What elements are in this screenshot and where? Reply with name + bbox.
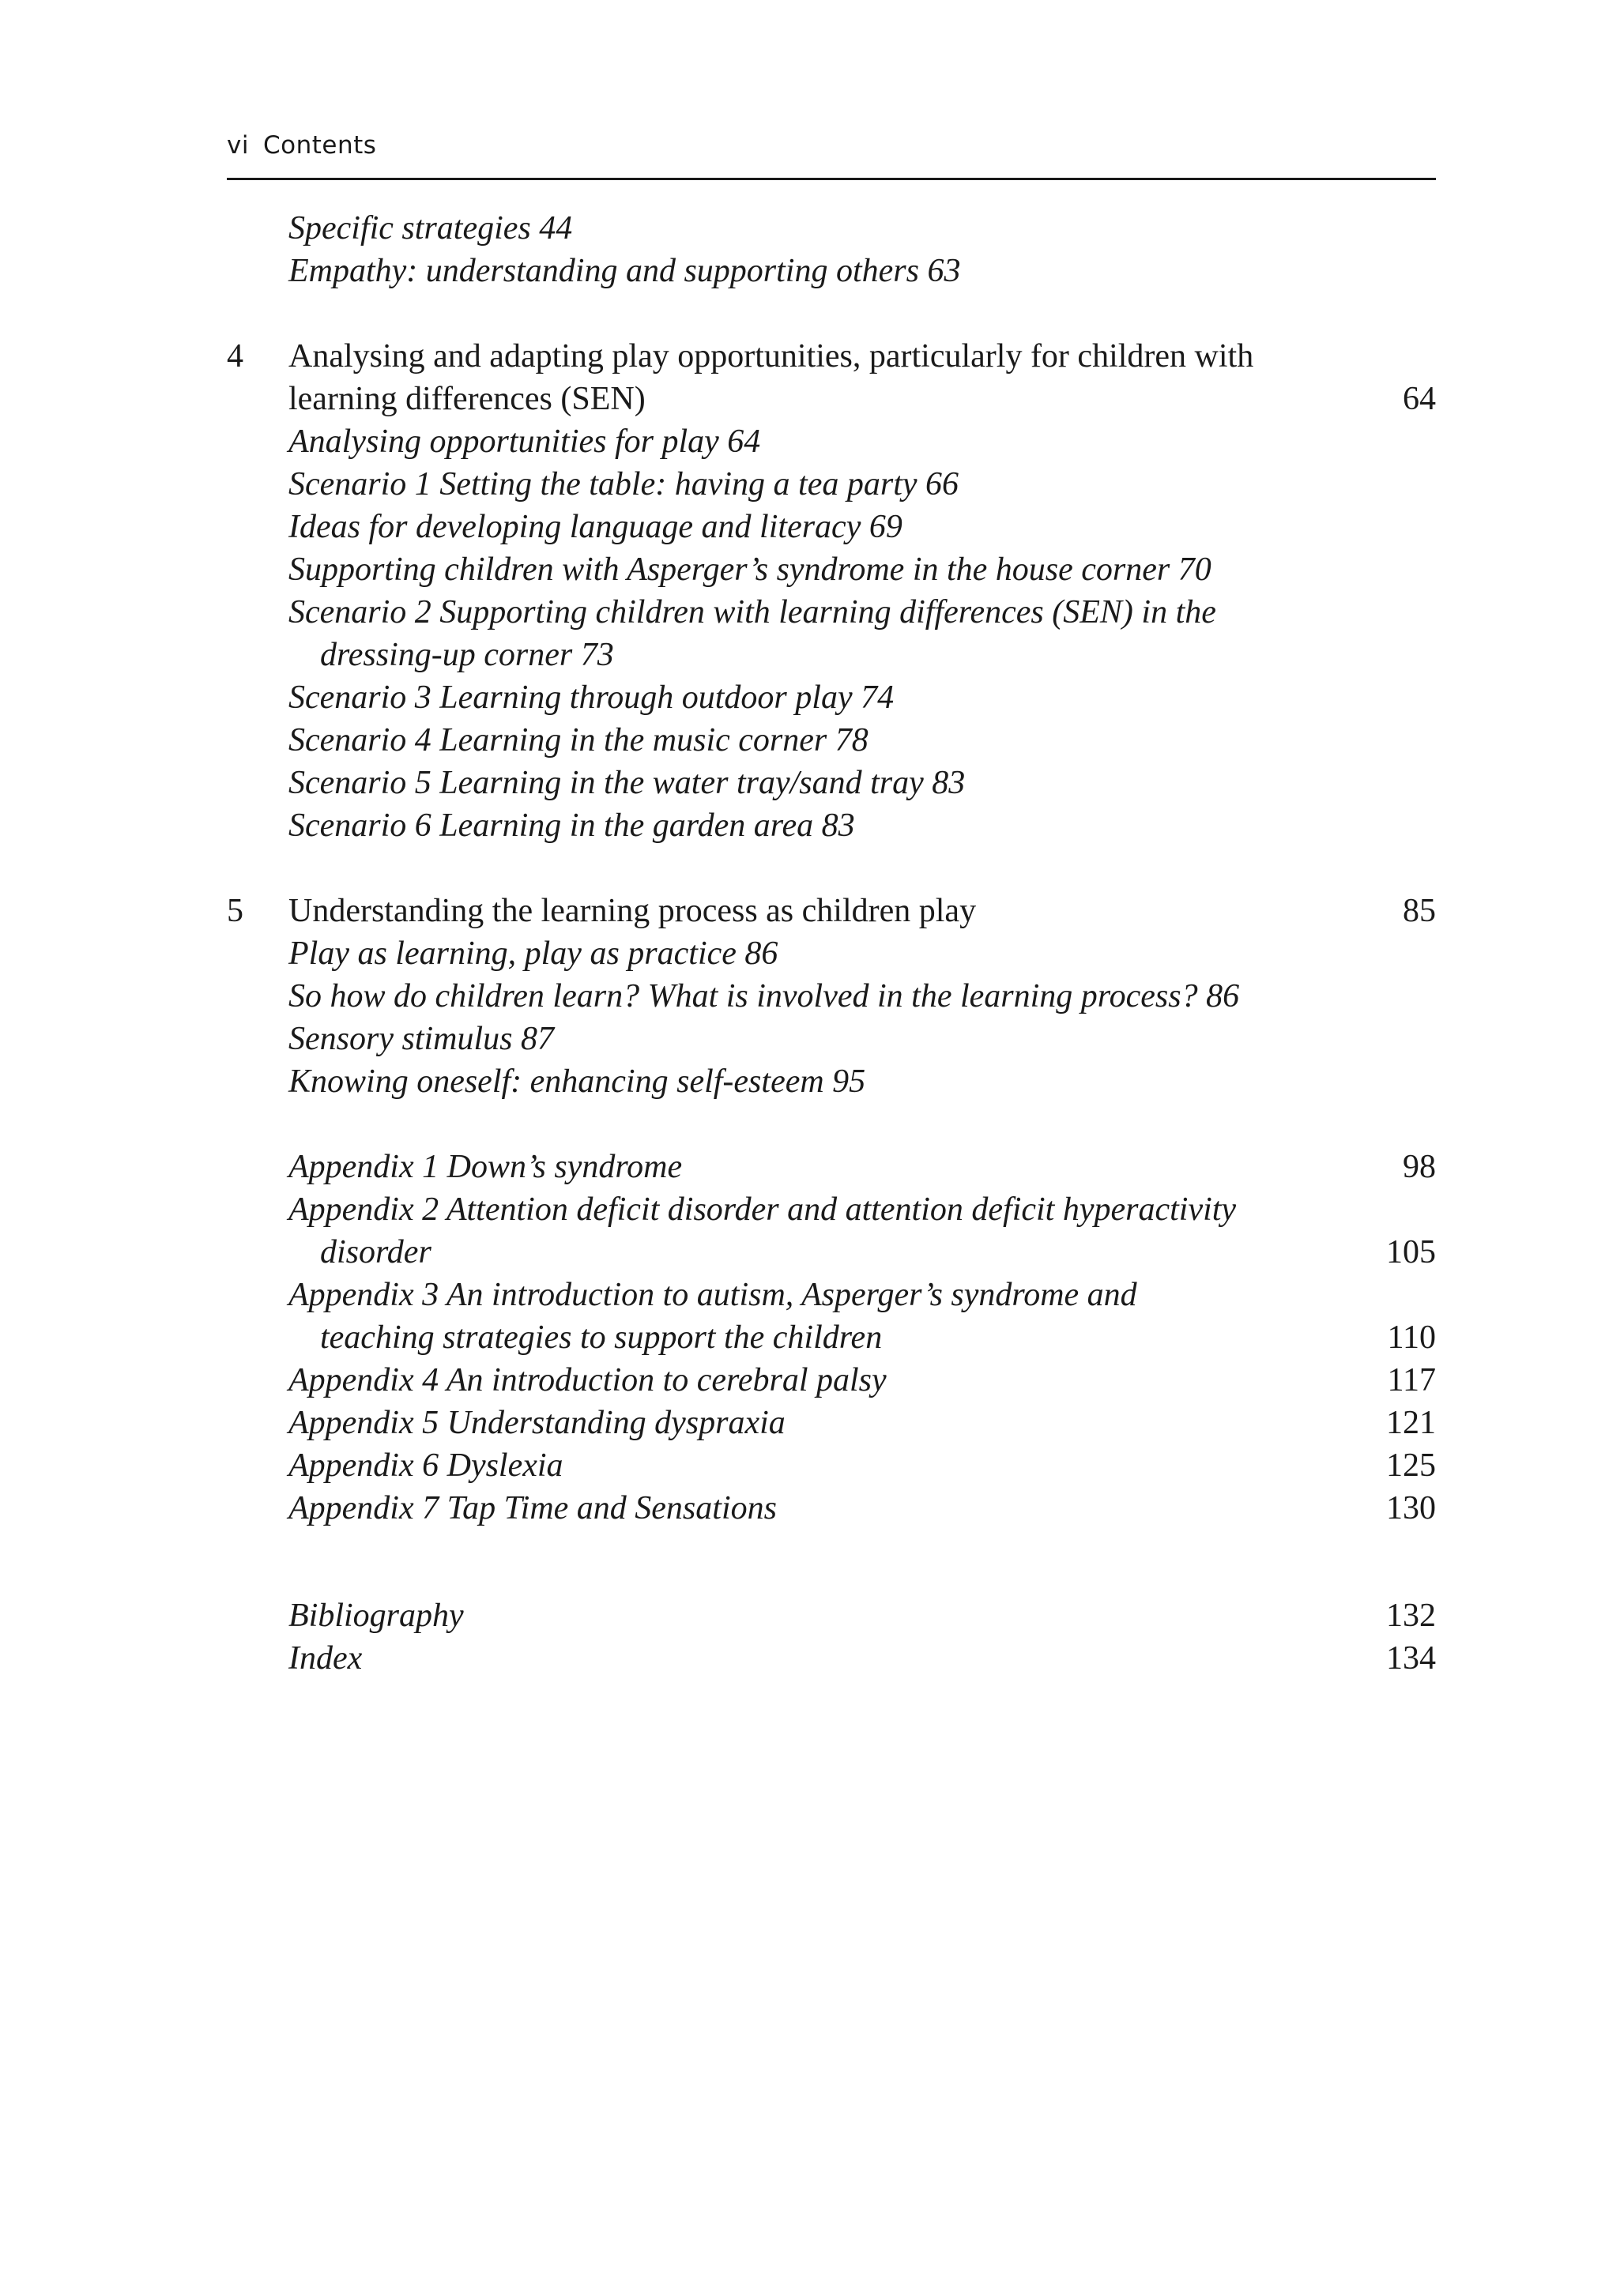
appendix-title: Appendix 1 Down’s syndrome bbox=[288, 1149, 683, 1185]
toc-entry bbox=[227, 804, 1436, 847]
appendix-entry bbox=[227, 1359, 1436, 1402]
toc-entry-text: Scenario 5 Learning in the water tray/sand tray 83 bbox=[288, 765, 966, 801]
appendix-page: 110 bbox=[1387, 1319, 1436, 1356]
appendix-title: Appendix 5 Understanding dyspraxia bbox=[288, 1405, 786, 1441]
appendix-entry bbox=[227, 1146, 1436, 1188]
toc-entry-text: Play as learning, play as practice 86 bbox=[288, 935, 778, 972]
chapter-title: learning differences (SEN) bbox=[288, 381, 646, 417]
toc-entry-text: Ideas for developing language and literacy 69 bbox=[288, 509, 902, 545]
chapter-page: 64 bbox=[1403, 381, 1436, 417]
appendix-title: disorder bbox=[320, 1234, 431, 1270]
appendix-entry bbox=[227, 1188, 1436, 1231]
chapter-number: 5 bbox=[227, 893, 243, 929]
appendix-title: Appendix 3 An introduction to autism, Asperger’s syndrome and bbox=[288, 1277, 1137, 1313]
header-rule bbox=[227, 178, 1436, 180]
back-matter-title: Bibliography bbox=[288, 1598, 464, 1634]
appendix-title: Appendix 4 An introduction to cerebral palsy bbox=[288, 1362, 887, 1398]
appendix-title: teaching strategies to support the children bbox=[320, 1319, 883, 1356]
toc-entry-text: dressing-up corner 73 bbox=[320, 637, 614, 673]
toc-entry-text: Scenario 1 Setting the table: having a tea party 66 bbox=[288, 466, 959, 502]
back-matter-page: 132 bbox=[1386, 1598, 1436, 1634]
toc-entry-text: Empathy: understanding and supporting others 63 bbox=[288, 253, 961, 289]
appendix-entry bbox=[227, 1444, 1436, 1487]
back-matter-entry bbox=[227, 1594, 1436, 1637]
appendix-title: Appendix 2 Attention deficit disorder and attention deficit hyperactivity bbox=[288, 1191, 1237, 1228]
chapter-4-heading-cont bbox=[227, 378, 1436, 420]
table-of-contents bbox=[227, 207, 1436, 1680]
back-matter-entry bbox=[227, 1637, 1436, 1680]
toc-entry-text: Analysing opportunities for play 64 bbox=[288, 423, 761, 460]
appendix-page: 98 bbox=[1403, 1149, 1436, 1185]
toc-entry-text: Specific strategies 44 bbox=[288, 210, 573, 247]
appendix-page: 121 bbox=[1386, 1405, 1436, 1441]
toc-entry bbox=[227, 207, 1436, 250]
toc-entry bbox=[227, 975, 1436, 1018]
appendix-entry-cont bbox=[227, 1316, 1436, 1359]
appendix-entry bbox=[227, 1487, 1436, 1530]
appendix-title: Appendix 6 Dyslexia bbox=[288, 1447, 563, 1484]
appendix-title: Appendix 7 Tap Time and Sensations bbox=[288, 1490, 777, 1526]
toc-entry bbox=[227, 932, 1436, 975]
toc-entry-text: Knowing oneself: enhancing self-esteem 95 bbox=[288, 1063, 866, 1100]
toc-entry bbox=[227, 463, 1436, 506]
spacer bbox=[227, 847, 1436, 890]
running-head bbox=[227, 131, 376, 160]
toc-entry-text: Scenario 4 Learning in the music corner 78 bbox=[288, 722, 869, 758]
toc-entry bbox=[227, 506, 1436, 548]
spacer bbox=[227, 1103, 1436, 1146]
appendix-page: 130 bbox=[1386, 1490, 1436, 1526]
spacer bbox=[227, 1530, 1436, 1594]
toc-entry bbox=[227, 591, 1436, 634]
appendix-entry-cont bbox=[227, 1231, 1436, 1274]
appendix-entry bbox=[227, 1402, 1436, 1444]
toc-entry bbox=[227, 250, 1436, 292]
running-head-title: Contents bbox=[262, 131, 377, 160]
toc-entry bbox=[227, 762, 1436, 804]
toc-entry-text: So how do children learn? What is involved in the learning process? 86 bbox=[288, 978, 1240, 1014]
chapter-page: 85 bbox=[1403, 893, 1436, 929]
back-matter-page: 134 bbox=[1386, 1640, 1436, 1677]
page-folio: vi bbox=[227, 131, 249, 160]
chapter-4-heading bbox=[227, 335, 1436, 378]
appendix-page: 105 bbox=[1386, 1234, 1436, 1270]
toc-entry bbox=[227, 1060, 1436, 1103]
appendix-page: 117 bbox=[1387, 1362, 1436, 1398]
appendix-entry bbox=[227, 1274, 1436, 1316]
appendix-page: 125 bbox=[1386, 1447, 1436, 1484]
toc-entry-text: Scenario 2 Supporting children with learning differences (SEN) in the bbox=[288, 594, 1216, 630]
toc-entry bbox=[227, 1018, 1436, 1060]
chapter-title: Analysing and adapting play opportunities, particularly for children with bbox=[288, 338, 1254, 375]
toc-entry-text: Scenario 3 Learning through outdoor play 74 bbox=[288, 679, 895, 716]
toc-entry bbox=[227, 634, 1436, 676]
toc-entry-text: Supporting children with Asperger’s syndrome in the house corner 70 bbox=[288, 551, 1211, 588]
chapter-number: 4 bbox=[227, 338, 243, 375]
toc-entry-text: Sensory stimulus 87 bbox=[288, 1021, 554, 1057]
toc-entry-text: Scenario 6 Learning in the garden area 83 bbox=[288, 807, 855, 844]
toc-entry bbox=[227, 548, 1436, 591]
chapter-5-heading bbox=[227, 890, 1436, 932]
toc-entry bbox=[227, 676, 1436, 719]
toc-entry bbox=[227, 719, 1436, 762]
toc-entry bbox=[227, 420, 1436, 463]
spacer bbox=[227, 292, 1436, 335]
chapter-title: Understanding the learning process as children play bbox=[288, 893, 977, 929]
back-matter-title: Index bbox=[288, 1640, 363, 1677]
